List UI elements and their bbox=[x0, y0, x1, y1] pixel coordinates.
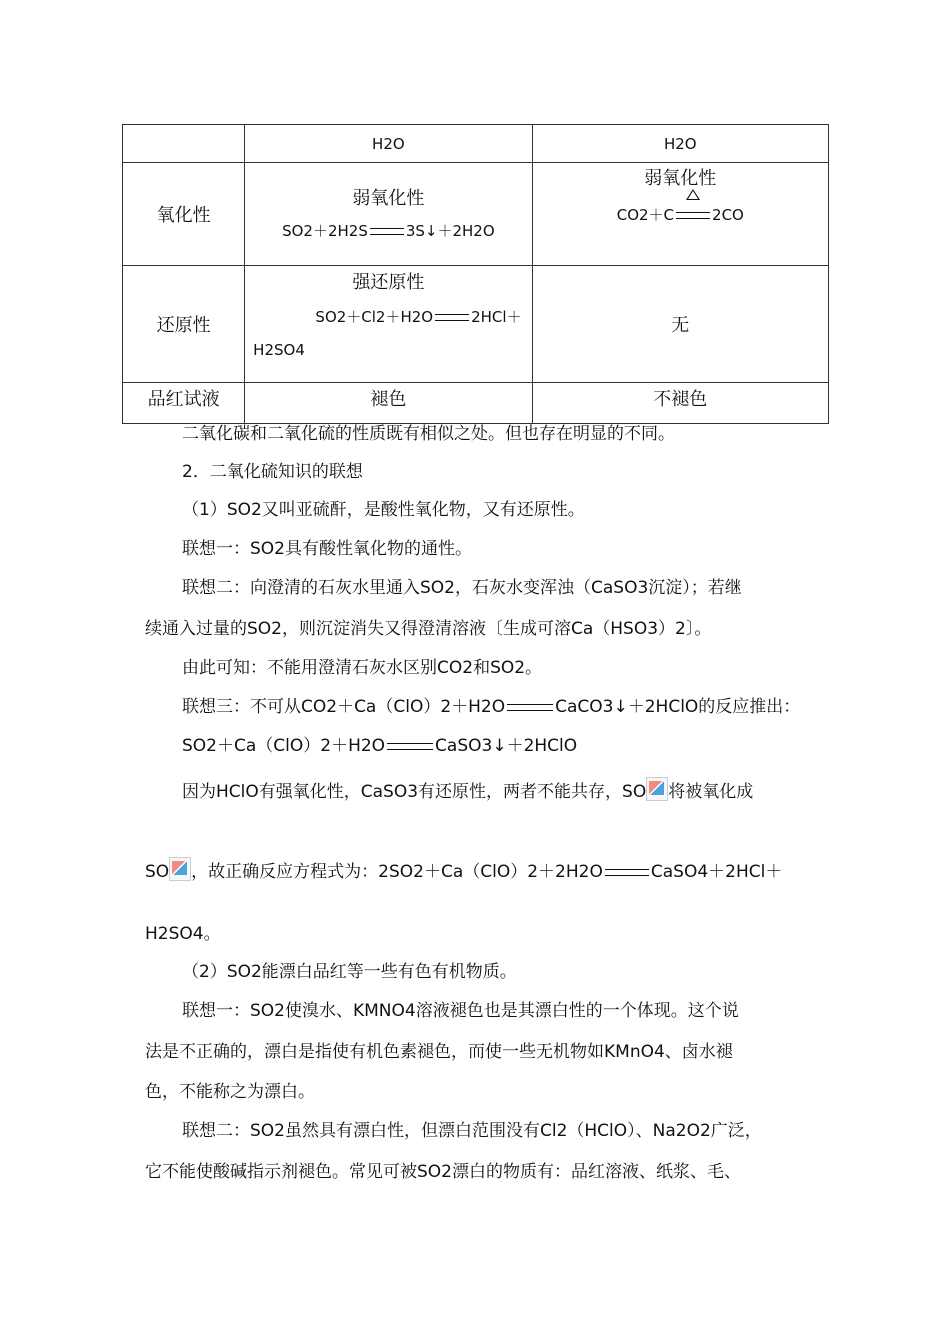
equals-sign bbox=[370, 228, 404, 235]
paragraph: H2SO4。 bbox=[145, 924, 221, 944]
equation-line: SO2＋Ca（ClO）2＋H2O CaSO3↓＋2HClO bbox=[182, 736, 578, 756]
paragraph: 法是不正确的，漂白是指使有机色素褪色，而使一些无机物如KMnO4、卤水褪 bbox=[145, 1042, 733, 1062]
paragraph: 它不能使酸碱指示剂褪色。常见可被SO2漂白的物质有：品红溶液、纸浆、毛、 bbox=[145, 1162, 741, 1182]
paragraph: 因为HClO有强氧化性，CaSO3有还原性，两者不能共存，SO 将被氧化成 bbox=[182, 777, 862, 802]
so2-oxidizing-equation: SO2＋2H2S 3S↓＋2H2O bbox=[282, 222, 495, 241]
paragraph: 联想一：SO2使溴水、KMNO4溶液褪色也是其漂白性的一个体现。这个说 bbox=[182, 1001, 739, 1021]
row-label-magenta: 品红试液 bbox=[123, 383, 245, 424]
row-label-oxidizing: 氧化性 bbox=[123, 163, 245, 266]
paragraph: （1）SO2又叫亚硫酐，是酸性氧化物，又有还原性。 bbox=[182, 500, 585, 520]
paragraph: 续通入过量的SO2，则沉淀消失又得澄清溶液〔生成可溶Ca（HSO3）2〕。 bbox=[145, 619, 712, 639]
table-cell-empty bbox=[123, 125, 245, 163]
row-label-reducing: 还原性 bbox=[123, 266, 245, 383]
comparison-table bbox=[122, 124, 829, 424]
table-row bbox=[123, 163, 829, 266]
table-row bbox=[123, 383, 829, 424]
so2-reducing-property: 强还原性 bbox=[352, 272, 425, 293]
paragraph: （2）SO2能漂白品红等一些有色有机物质。 bbox=[182, 962, 517, 982]
table-cell-co2-reducing: 无 bbox=[532, 266, 828, 383]
co2-oxidizing-property: 弱氧化性 bbox=[644, 168, 717, 189]
paragraph: 二氧化碳和二氧化硫的性质既有相似之处。但也存在明显的不同。 bbox=[182, 424, 675, 444]
paragraph: 联想三：不可从CO2＋Ca（ClO）2＋H2O CaCO3↓＋2HClO的反应推出： bbox=[182, 697, 801, 717]
table-row bbox=[123, 125, 829, 163]
co2-oxidizing-equation: CO2＋C 2CO bbox=[533, 204, 828, 227]
paragraph: 联想一：SO2具有酸性氧化物的通性。 bbox=[182, 539, 472, 559]
paragraph: SO ，故正确反应方程式为：2SO2＋Ca（ClO）2＋2H2O CaSO4＋2HCl＋ bbox=[145, 857, 825, 882]
so2-reducing-equation: SO2＋Cl2＋H2O 2HCl＋ bbox=[315, 308, 522, 326]
table-row bbox=[123, 266, 829, 383]
table-cell-so2-reducing bbox=[245, 266, 532, 383]
table-cell-co2-h2o: H2O bbox=[532, 125, 828, 163]
table-cell-co2-oxidizing bbox=[532, 163, 828, 266]
broken-image-icon bbox=[646, 777, 668, 801]
paragraph: 联想二：SO2虽然具有漂白性，但漂白范围没有Cl2（HClO）、Na2O2广泛， bbox=[182, 1121, 762, 1141]
paragraph: 色，不能称之为漂白。 bbox=[145, 1082, 315, 1102]
table-cell-co2-magenta: 不褪色 bbox=[532, 383, 828, 424]
table-cell-so2-magenta: 褪色 bbox=[245, 383, 532, 424]
table-cell-so2-h2o: H2O bbox=[245, 125, 532, 163]
section-heading: 2．二氧化硫知识的联想 bbox=[182, 462, 363, 482]
so2-oxidizing-property: 弱氧化性 bbox=[352, 188, 425, 210]
paragraph: 由此可知：不能用澄清石灰水区别CO2和SO2。 bbox=[182, 658, 543, 678]
broken-image-icon bbox=[169, 857, 191, 881]
so2-reducing-equation-tail: H2SO4 bbox=[253, 341, 305, 359]
table-cell-so2-oxidizing bbox=[245, 163, 532, 266]
heat-triangle-icon bbox=[686, 189, 700, 200]
paragraph: 联想二：向澄清的石灰水里通入SO2，石灰水变浑浊（CaSO3沉淀）；若继 bbox=[182, 578, 742, 598]
